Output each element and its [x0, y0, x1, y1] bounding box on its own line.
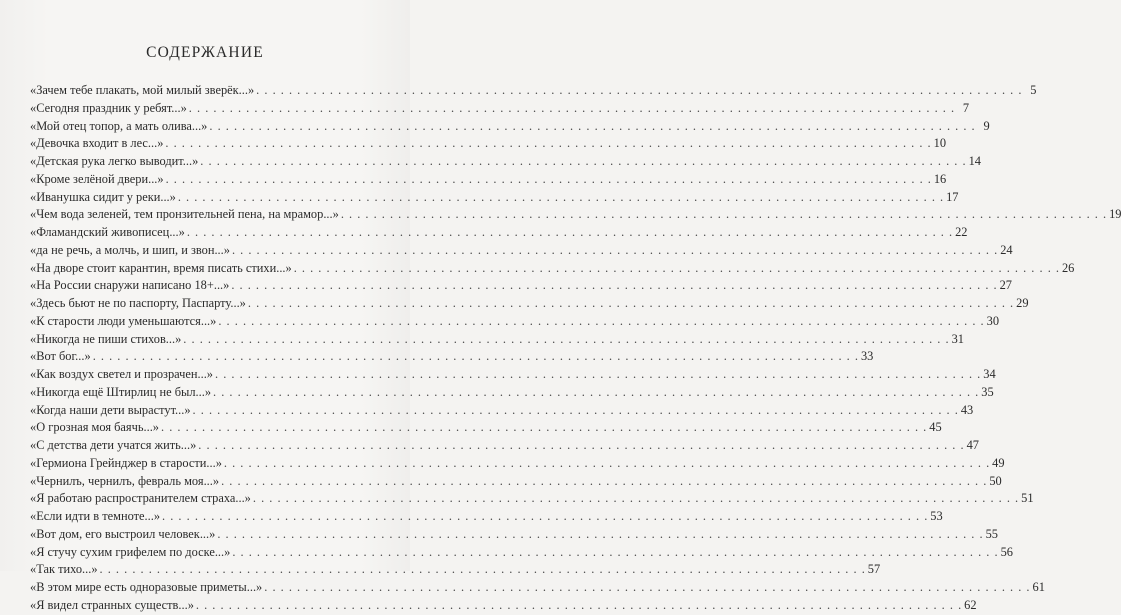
toc-entry-page-number: 30 — [986, 313, 1000, 328]
toc-entry-title: «Сегодня праздник у ребят...» — [30, 100, 187, 115]
toc-entry-title: «К старости люди уменьшаются...» — [30, 313, 217, 328]
toc-entry — [30, 419, 942, 437]
toc-entry — [30, 135, 947, 153]
toc-leader-dots — [196, 597, 962, 615]
toc-entry-page-number: 16 — [933, 171, 947, 186]
toc-leader-dots — [93, 348, 859, 366]
toc-entry — [30, 579, 1045, 597]
toc-entry-title: «Никогда не пиши стихов...» — [30, 331, 182, 346]
toc-entry-title: «да не речь, а молчь, и шип, и звон...» — [30, 242, 230, 257]
toc-entry-title: «Так тихо...» — [30, 562, 98, 577]
toc-entry — [30, 490, 1034, 508]
toc-entry-title: «Как воздух светел и прозрачен...» — [30, 367, 214, 381]
toc-entry-page-number: 14 — [968, 154, 981, 168]
toc-entry — [30, 437, 979, 455]
toc-leader-dots — [198, 437, 964, 455]
toc-leader-dots — [264, 579, 1030, 597]
toc-entry — [30, 118, 990, 136]
toc-leader-dots — [189, 100, 955, 118]
toc-entry — [30, 313, 1000, 331]
toc-entry-title: «Вот дом, его выстроил человек...» — [30, 526, 216, 541]
toc-leader-dots — [232, 242, 998, 260]
toc-entry-page-number: 53 — [930, 509, 943, 523]
toc-leader-dots — [256, 82, 1022, 100]
toc-leader-dots — [213, 384, 979, 402]
toc-entry — [30, 295, 1029, 313]
toc-entry-page-number: 7 — [962, 100, 970, 115]
toc-entry-title: «Если идти в темноте...» — [30, 509, 161, 523]
toc-entry-page-number: 43 — [960, 402, 974, 417]
toc-leader-dots — [162, 508, 928, 526]
toc-entry-page-number: 26 — [1061, 260, 1075, 275]
toc-entry-title: «Чем вода зеленей, тем пронзительней пена, на мрамор...» — [30, 207, 339, 222]
toc-entry — [30, 100, 970, 118]
table-of-contents — [30, 82, 1121, 615]
toc-entry — [30, 260, 1075, 278]
toc-entry-title: «Девочка входит в лес...» — [30, 136, 164, 151]
toc-entry — [30, 206, 1121, 224]
toc-entry-title: «Никогда ещё Штирлиц не был...» — [30, 384, 212, 399]
toc-entry — [30, 597, 977, 615]
toc-entry-page-number: 24 — [1000, 242, 1013, 257]
toc-entry — [30, 348, 874, 366]
toc-entry-title: «Иванушка сидит у реки...» — [30, 189, 176, 204]
toc-entry-title: «О грозная моя баячь...» — [30, 420, 160, 435]
toc-leader-dots — [294, 260, 1060, 278]
toc-entry-page-number: 31 — [951, 331, 964, 346]
toc-entry — [30, 455, 1005, 473]
toc-entry — [30, 544, 1013, 562]
toc-entry — [30, 242, 1013, 260]
toc-entry-page-number: 61 — [1032, 580, 1045, 594]
toc-entry-title: «С детства дети учатся жить...» — [30, 438, 197, 452]
toc-entry-title: «Я работаю распространителем страха...» — [30, 491, 251, 506]
toc-leader-dots — [178, 189, 944, 207]
toc-entry — [30, 224, 968, 242]
toc-entry — [30, 473, 1002, 491]
toc-leader-dots — [231, 277, 997, 295]
toc-entry-page-number: 5 — [1030, 83, 1037, 97]
toc-leader-dots — [193, 402, 959, 420]
toc-entry — [30, 366, 996, 384]
toc-entry-page-number: 33 — [860, 349, 874, 364]
toc-entry-page-number: 45 — [929, 420, 942, 435]
toc-entry-page-number: 50 — [989, 473, 1002, 488]
toc-leader-dots — [253, 490, 1019, 508]
toc-leader-dots — [200, 153, 966, 171]
toc-entry-page-number: 49 — [992, 455, 1005, 470]
toc-entry-page-number: 62 — [964, 597, 977, 612]
toc-entry-page-number: 56 — [1000, 544, 1013, 559]
toc-entry-title: «Гермиона Грейнджер в старости...» — [30, 455, 222, 470]
toc-entry-page-number: 10 — [933, 136, 947, 151]
toc-leader-dots — [217, 526, 983, 544]
toc-entry-page-number: 27 — [999, 278, 1012, 293]
toc-leader-dots — [209, 118, 975, 136]
toc-entry — [30, 384, 994, 402]
toc-entry — [30, 277, 1012, 295]
toc-leader-dots — [221, 473, 987, 491]
toc-entry — [30, 82, 1037, 100]
toc-entry — [30, 508, 943, 526]
toc-entry — [30, 189, 959, 207]
toc-entry — [30, 561, 881, 579]
toc-entry-title: «Здесь бьют не по паспорту, Паспарту...» — [30, 296, 246, 310]
toc-leader-dots — [224, 455, 990, 473]
toc-entry-title: «Детская рука легко выводит...» — [30, 154, 199, 168]
toc-entry-title: «Кроме зелёной двери...» — [30, 171, 164, 186]
toc-leader-dots — [100, 561, 866, 579]
toc-leader-dots — [248, 295, 1014, 313]
toc-leader-dots — [215, 366, 981, 384]
toc-entry — [30, 526, 998, 544]
toc-entry — [30, 171, 947, 189]
toc-leader-dots — [166, 171, 932, 189]
toc-leader-dots — [187, 224, 953, 242]
toc-entry-page-number: 47 — [966, 438, 979, 452]
toc-entry-title: «Я видел странных существ...» — [30, 597, 194, 612]
toc-entry-page-number: 9 — [983, 118, 990, 133]
toc-entry-title: «Фламандский живописец...» — [30, 225, 185, 239]
toc-entry-title: «Я стучу сухим грифелем по доске...» — [30, 544, 231, 559]
toc-entry-title: «На дворе стоит карантин, время писать стихи...» — [30, 260, 292, 275]
toc-entry-page-number: 34 — [983, 367, 996, 381]
toc-entry-title: «Чернилъ, чернилъ, февраль моя...» — [30, 473, 220, 488]
toc-leader-dots — [183, 331, 949, 349]
toc-entry — [30, 331, 964, 349]
toc-leader-dots — [161, 419, 927, 437]
toc-entry-page-number: 55 — [985, 526, 998, 541]
toc-entry-page-number: 35 — [981, 384, 994, 399]
toc-entry-title: «Когда наши дети вырастут...» — [30, 402, 191, 417]
toc-leader-dots — [232, 544, 998, 562]
toc-entry-title: «Мой отец топор, а мать олива...» — [30, 118, 208, 133]
toc-entry-page-number: 22 — [955, 225, 968, 239]
page-title: СОДЕРЖАНИЕ — [146, 44, 264, 61]
toc-entry — [30, 153, 981, 171]
toc-entry-title: «Вот бог...» — [30, 349, 91, 364]
toc-entry-title: «На России снаружи написано 18+...» — [30, 278, 230, 293]
toc-entry-page-number: 51 — [1021, 491, 1034, 506]
toc-entry-page-number: 29 — [1016, 296, 1029, 310]
toc-leader-dots — [341, 206, 1107, 224]
toc-entry-title: «В этом мире есть одноразовые приметы...» — [30, 580, 263, 594]
toc-entry-page-number: 17 — [946, 189, 959, 204]
toc-entry — [30, 402, 974, 420]
toc-entry-page-number: 57 — [867, 562, 881, 577]
toc-entry-title: «Зачем тебе плакать, мой милый зверёк...» — [30, 83, 255, 97]
toc-leader-dots — [218, 313, 984, 331]
toc-entry-page-number: 19 — [1109, 207, 1121, 222]
toc-leader-dots — [165, 135, 931, 153]
